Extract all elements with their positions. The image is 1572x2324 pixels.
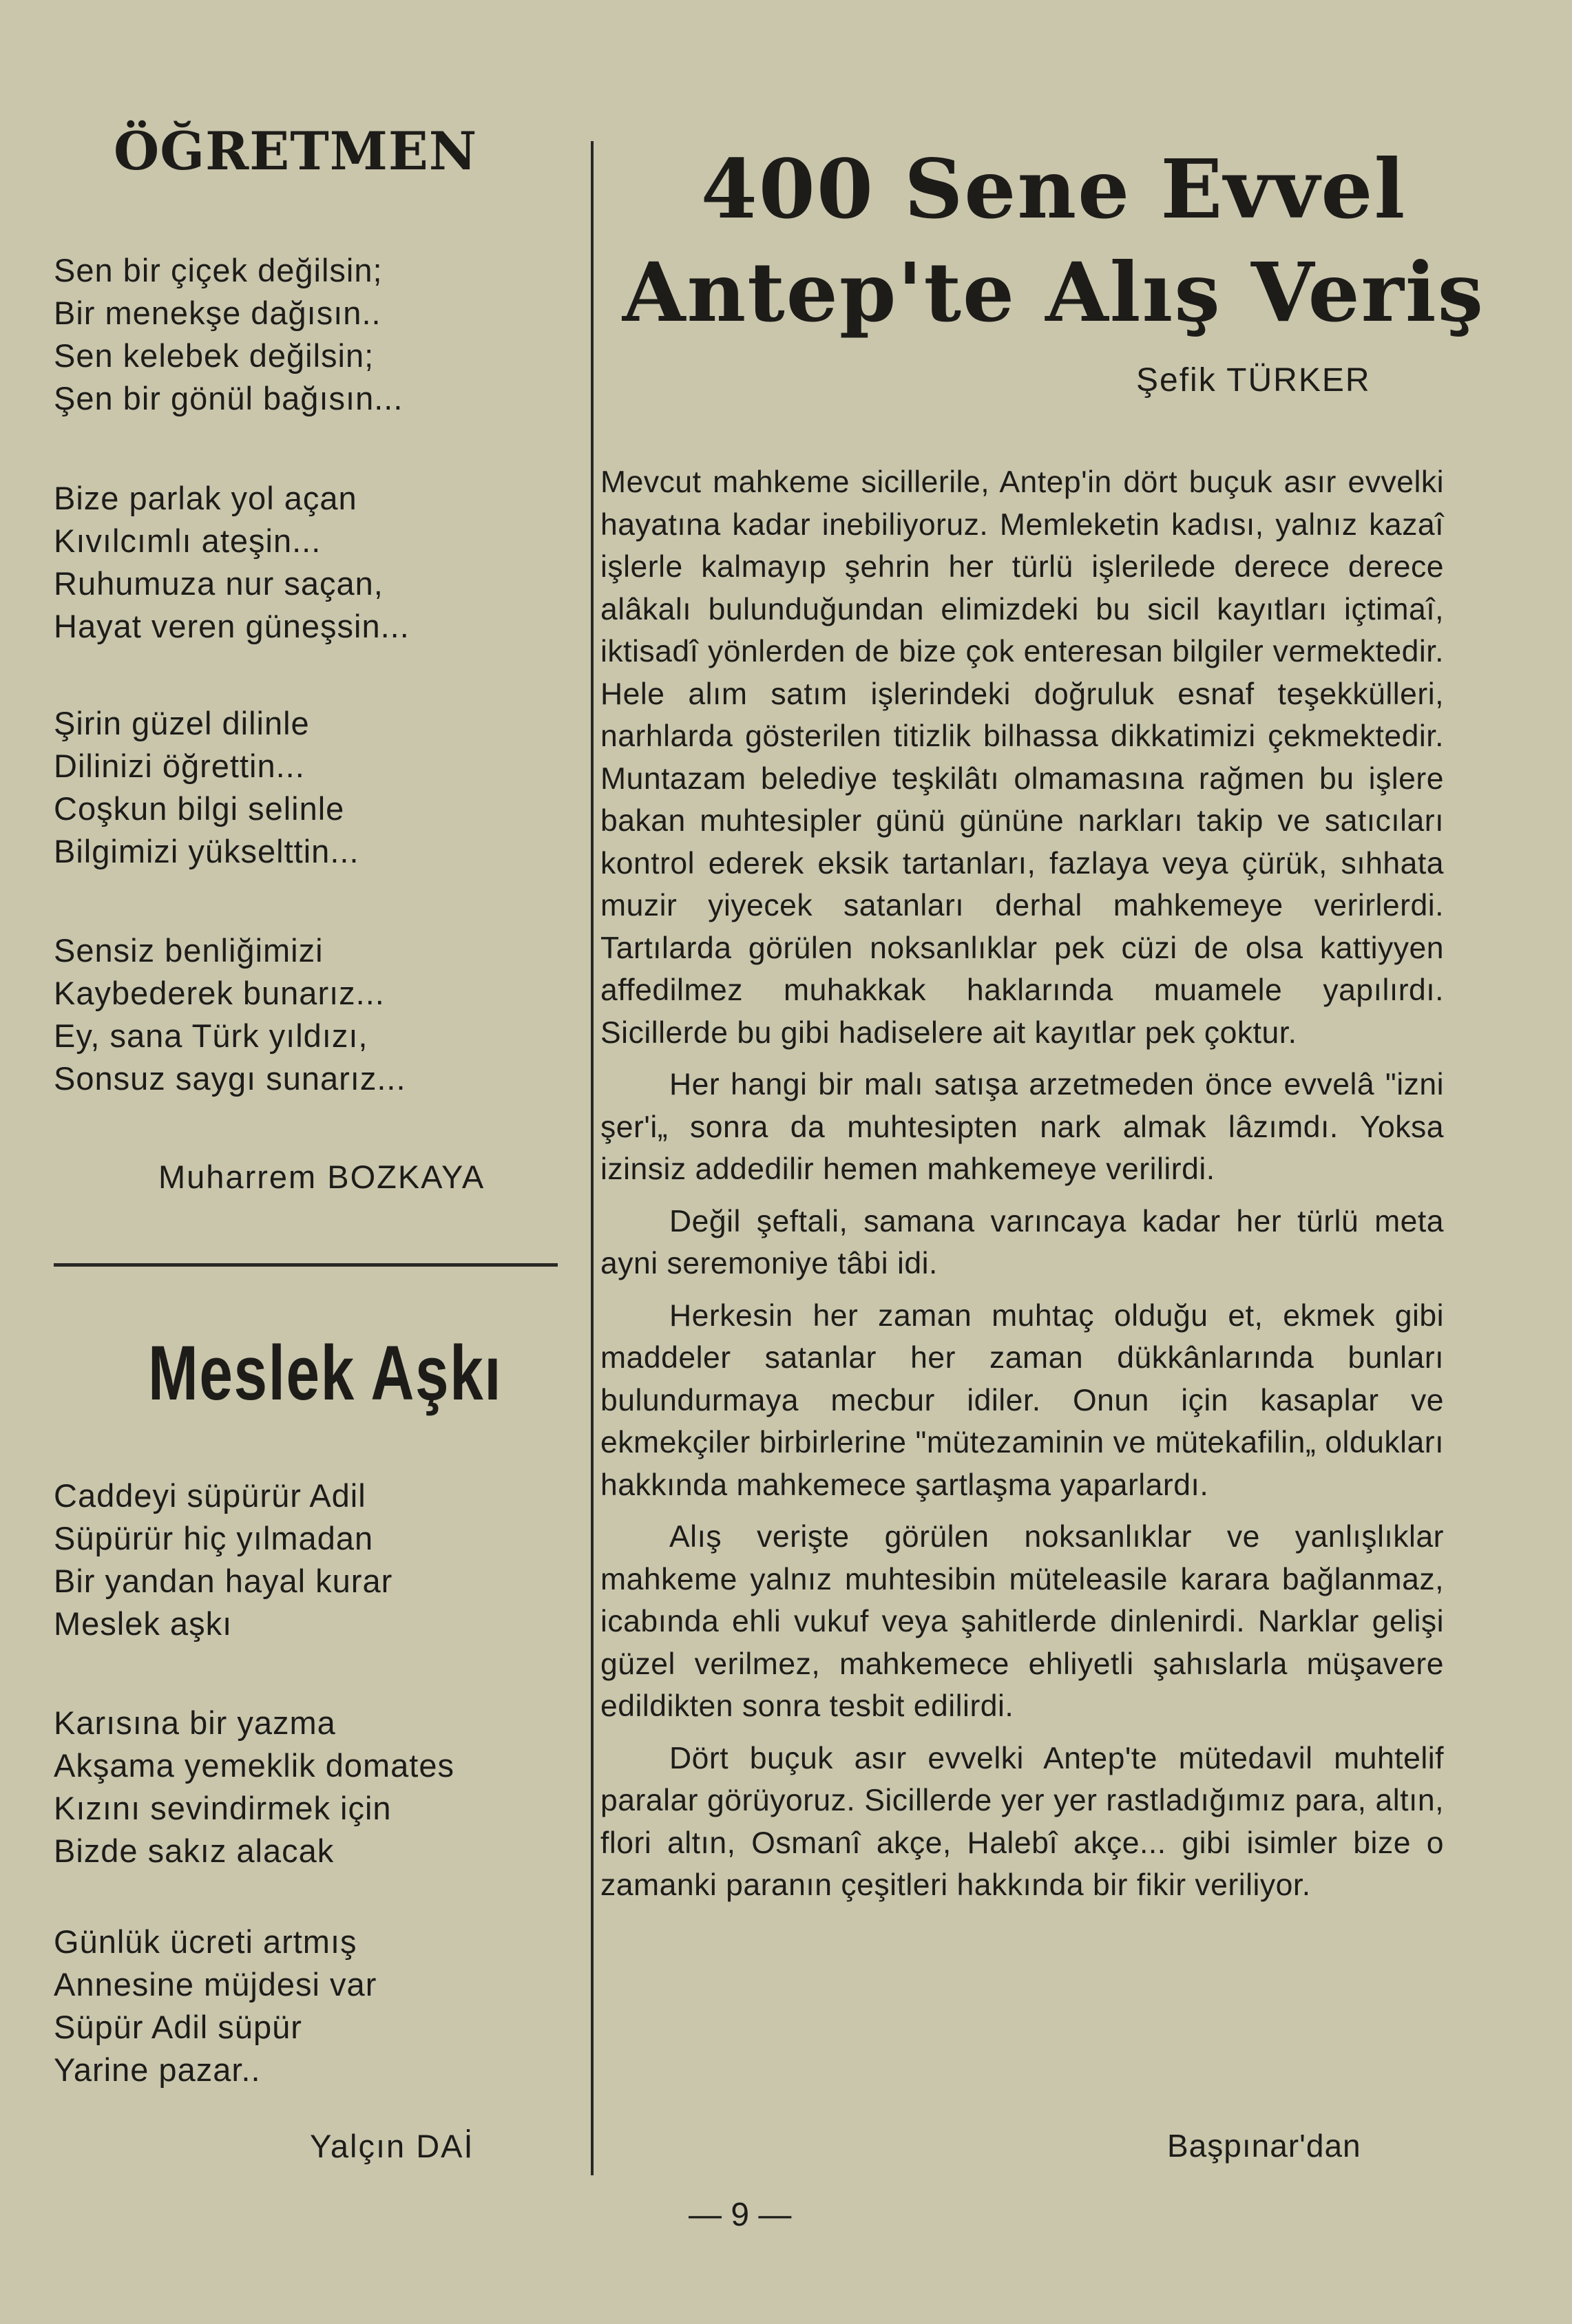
poem-line: Ruhumuza nur saçan, <box>54 565 384 602</box>
poem-line: Bizde sakız alacak <box>54 1832 335 1869</box>
poem-line: Caddeyi süpürür Adil <box>54 1477 366 1514</box>
poem-line: Bilgimizi yükselttin... <box>54 833 359 869</box>
poem-line: Ey, sana Türk yıldızı, <box>54 1017 368 1054</box>
poem-line: Günlük ücreti artmış <box>54 1923 357 1960</box>
article-paragraph: Değil şeftali, samana varıncaya kadar her türlü meta ayni seremoniye tâbi idi. <box>600 1204 1444 1280</box>
poem-line: Süpürür hiç yılmadan <box>54 1520 374 1556</box>
poem-line: Kıvılcımlı ateşin... <box>54 522 322 559</box>
page-number: — 9 — <box>689 2197 792 2233</box>
poem2-stanza-3 <box>54 1921 549 2091</box>
poem-line: Akşama yemeklik domates <box>54 1747 454 1784</box>
article-title-line1: 400 Sene Evvel <box>700 141 1407 237</box>
poem2-stanza-2 <box>54 1702 549 1872</box>
poem-line: Kızını sevindirmek için <box>54 1790 392 1826</box>
poem-line: Kaybederek bunarız... <box>54 975 385 1011</box>
poem1-stanza-3 <box>54 702 549 873</box>
poem-line: Karısına bir yazma <box>54 1704 336 1741</box>
section-divider <box>54 1263 558 1267</box>
article-author: Şefik TÜRKER <box>1136 362 1371 399</box>
poem1-stanza-1 <box>54 249 549 420</box>
poem2-title: Meslek Aşkı <box>148 1330 503 1416</box>
poem2-stanza-1 <box>54 1475 549 1645</box>
poem-line: Süpür Adil süpür <box>54 2009 302 2045</box>
article-paragraph: Mevcut mahkeme sicillerile, Antep'in dört buçuk asır evvelki hayatına kadar inebiliyoruz. Memleketin kadısı, yalnız kazaî işlerle kalmayıp şehrin her türlü işlerilede derece derece alâkalı bulunduğundan elimizdeki bu sicil kayıtları içtimaî, iktisadî yönlerden de bize çok enteresan bilgiler vermektedir. Hele alım satım işlerindeki doğruluk esnaf teşekkülleri, narhlarda gösterilen titizlik bilhassa dikkatimizi çekmektedir. Muntazam belediye teşkilâtı olmamasına rağmen bu işlere bakan muhtesipler günü gününe narkları takip ve satıcıları kontrol ederek eksik tartanları, fazlaya veya çürük, sıhhata muzir yiyecek satanları derhal mahkemeye verirlerdi. Tartılarda görülen noksanlıklar pek cüzi de olsa kattiyyen affedilmez muhakkak haklarında muamele yapılırdı. Sicillerde bu gibi hadiselere ait kayıtlar pek çoktur. <box>600 465 1444 1050</box>
article-paragraph: Alış verişte görülen noksanlıklar ve yanlışlıklar mahkeme yalnız muhtesibin müteleasile karara bağlanmaz, icabında ehli vukuf veya şahitlerde dinlenirdi. Narklar gelişi güzel verilmez, mahkemece ehliyetli şahıslarla müşavere edildikten sonra tesbit edilirdi. <box>600 1520 1444 1723</box>
poem-line: Sen bir çiçek değilsin; <box>54 252 383 288</box>
article-title <box>620 138 1487 344</box>
column-rule <box>591 141 594 2175</box>
article-paragraph: Herkesin her zaman muhtaç olduğu et, ekmek gibi maddeler satanlar her zaman dükkânlarında bunları bulundurmaya mecbur idiler. Onun için kasaplar ve ekmekçiler birbirlerine "mütezaminin ve mütekafilin„ oldukları hakkında mahkemece şartlaşma yaparlardı. <box>600 1298 1444 1502</box>
poem-line: Meslek aşkı <box>54 1605 233 1642</box>
article-signoff: Başpınar'dan <box>1167 2128 1361 2164</box>
article-paragraph: Her hangi bir malı satışa arzetmeden önce evvelâ "izni şer'i„ sonra da muhtesipten nark almak lâzımdı. Yoksa izinsiz addedilir hemen mahkemeye verilirdi. <box>600 1068 1444 1186</box>
poem-line: Annesine müjdesi var <box>54 1966 377 2003</box>
article-paragraph: Dört buçuk asır evvelki Antep'te mütedavil muhtelif paralar görüyoruz. Sicillerde yer yer rastladığımız para, altın, flori altın, Osmanî akçe, Halebî akçe... gibi isimler bize o zamanki paranın çeşitleri hakkında bir fikir veriliyor. <box>600 1741 1444 1902</box>
article-body <box>600 461 1444 1916</box>
poem1-author: Muharrem BOZKAYA <box>158 1159 485 1195</box>
poem-line: Şen bir gönül bağısın... <box>54 380 404 416</box>
poem2-author: Yalçın DAİ <box>310 2128 474 2164</box>
poem-line: Sensiz benliğimizi <box>54 932 324 969</box>
article-title-line2: Antep'te Alış Veriş <box>622 244 1485 340</box>
poem-line: Hayat veren güneşsin... <box>54 608 410 644</box>
poem-line: Şirin güzel dilinle <box>54 705 310 741</box>
poem1-title: ÖĞRETMEN <box>114 120 478 182</box>
poem-line: Sen kelebek değilsin; <box>54 337 375 374</box>
poem-line: Sonsuz saygı sunarız... <box>54 1060 406 1097</box>
poem-line: Yarine pazar.. <box>54 2051 261 2088</box>
poem-line: Coşkun bilgi selinle <box>54 790 345 827</box>
poem-line: Dilinizi öğrettin... <box>54 748 305 784</box>
poem-line: Bir yandan hayal kurar <box>54 1563 393 1599</box>
poem-line: Bir menekşe dağısın.. <box>54 295 381 331</box>
poem1-stanza-4 <box>54 929 549 1100</box>
poem-line: Bize parlak yol açan <box>54 480 357 516</box>
poem1-stanza-2 <box>54 477 549 648</box>
